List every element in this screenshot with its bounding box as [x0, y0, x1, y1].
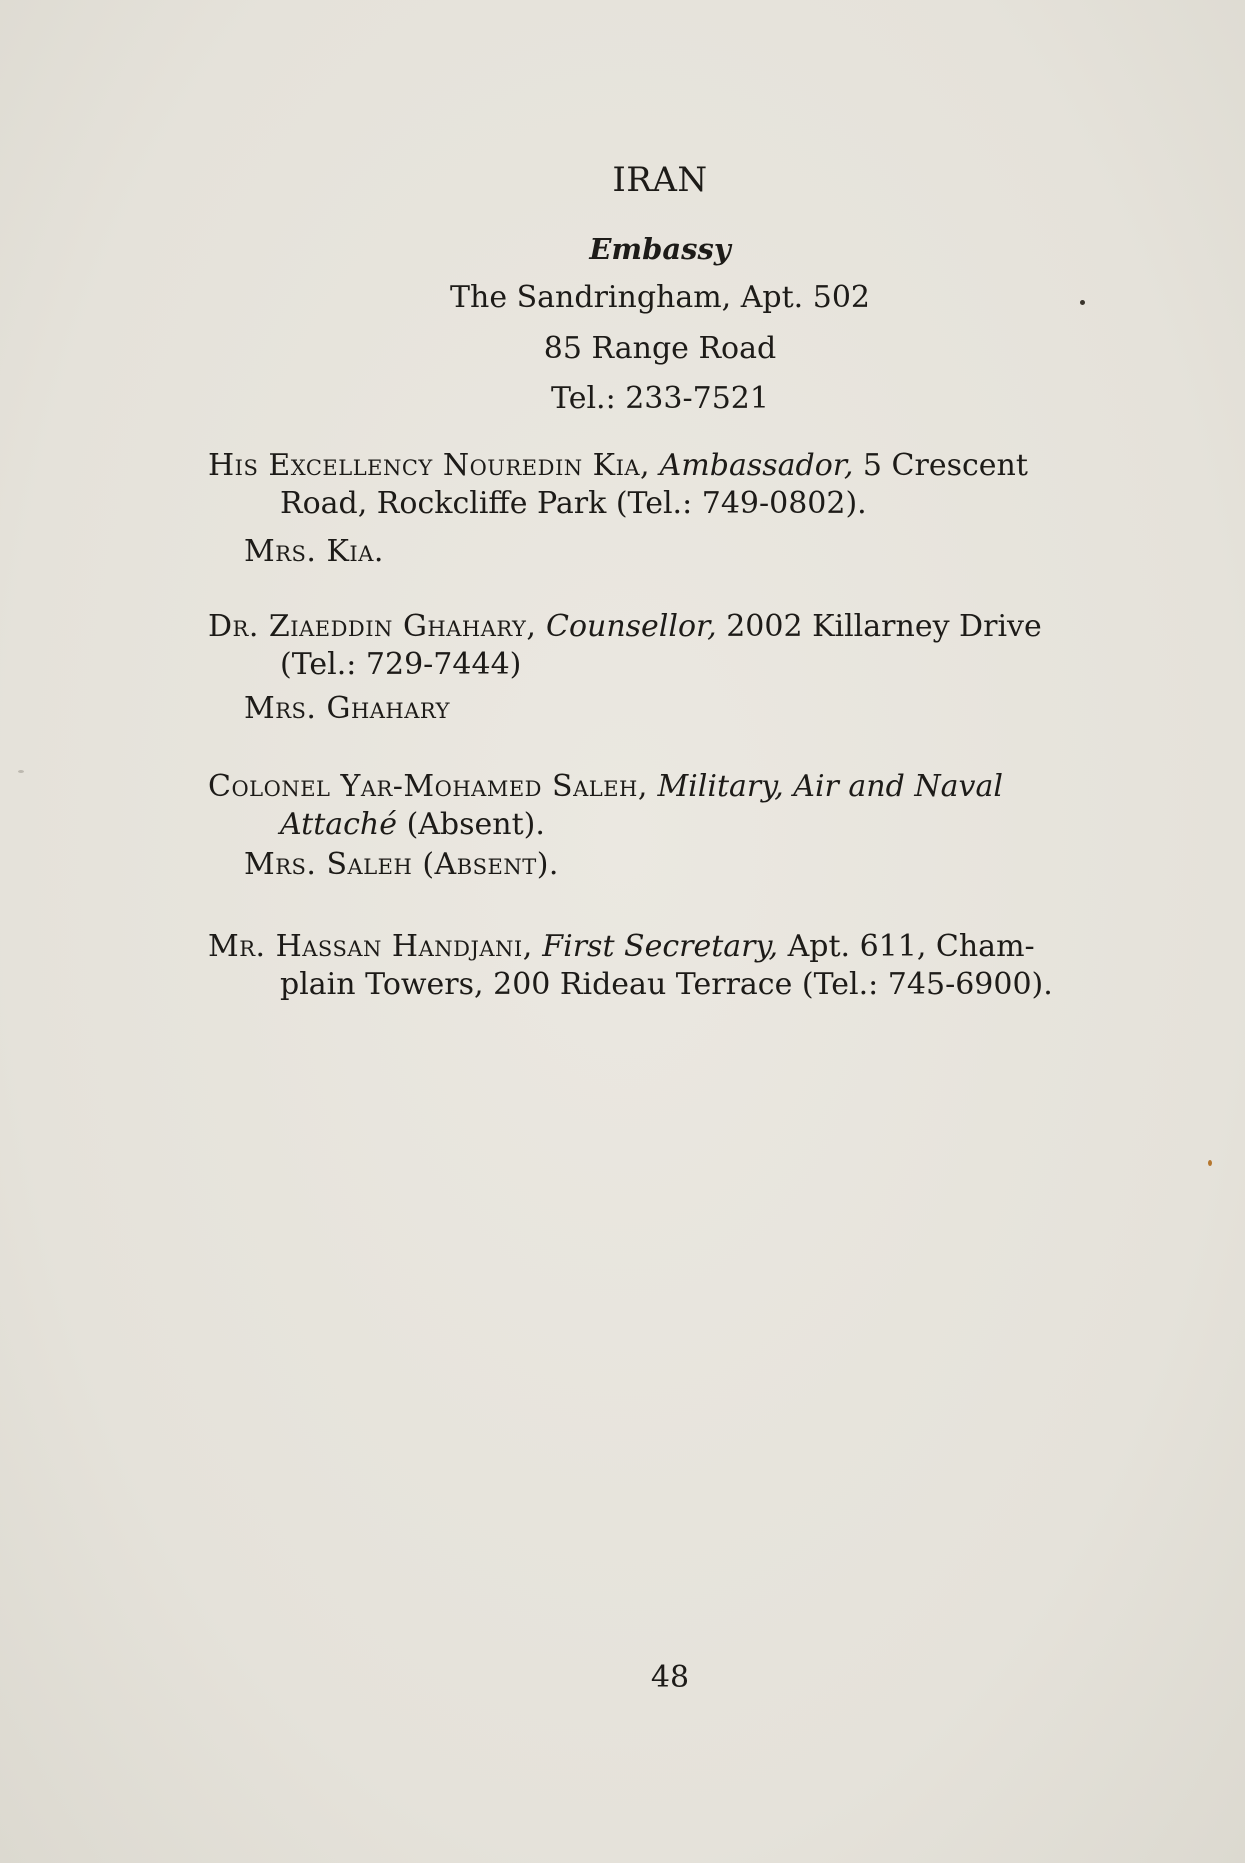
entry-first-secretary	[208, 928, 1118, 1004]
ink-speck	[18, 770, 24, 773]
entry-role: Military, Air and Naval	[657, 769, 1003, 804]
entry-military-attache	[208, 768, 1118, 844]
entry-detail-continued: plain Towers, 200 Rideau Terrace (Tel.: 745-6900).	[280, 967, 1053, 1002]
entry-spouse: Mrs. Ghahary	[244, 691, 450, 726]
entry-detail: 2002 Killarney Drive	[726, 609, 1042, 644]
embassy-address-line2: 85 Range Road	[543, 331, 777, 366]
ink-speck	[1208, 1160, 1212, 1166]
entry-counsellor	[208, 608, 1118, 684]
entry-role: Ambassador,	[659, 448, 854, 483]
entry-role-continued: Attaché	[280, 807, 398, 842]
page-number: 48	[650, 1660, 690, 1695]
entry-ambassador	[208, 447, 1118, 523]
embassy-address-line1: The Sandringham, Apt. 502	[449, 280, 871, 315]
entry-detail-continued: (Tel.: 729-7444)	[280, 647, 522, 682]
entry-spouse: Mrs. Saleh (Absent).	[244, 847, 559, 882]
entry-detail-continued: (Absent).	[406, 807, 545, 842]
entry-name: His Excellency Nouredin Kia,	[208, 448, 651, 483]
country-heading: IRAN	[612, 160, 708, 200]
entry-detail: Apt. 611, Cham-	[787, 929, 1035, 964]
entry-detail-continued: Road, Rockcliffe Park (Tel.: 749-0802).	[280, 486, 867, 521]
entry-name: Colonel Yar-Mohamed Saleh,	[208, 769, 648, 804]
ink-speck	[1080, 300, 1085, 305]
embassy-label: Embassy	[589, 232, 731, 266]
entry-role: Counsellor,	[546, 609, 717, 644]
entry-detail: 5 Crescent	[862, 448, 1028, 483]
entry-spouse: Mrs. Kia.	[244, 534, 384, 569]
entry-name: Dr. Ziaeddin Ghahary,	[208, 609, 537, 644]
embassy-tel: Tel.: 233-7521	[551, 381, 769, 416]
entry-name: Mr. Hassan Handjani,	[208, 929, 533, 964]
entry-role: First Secretary,	[542, 929, 779, 964]
